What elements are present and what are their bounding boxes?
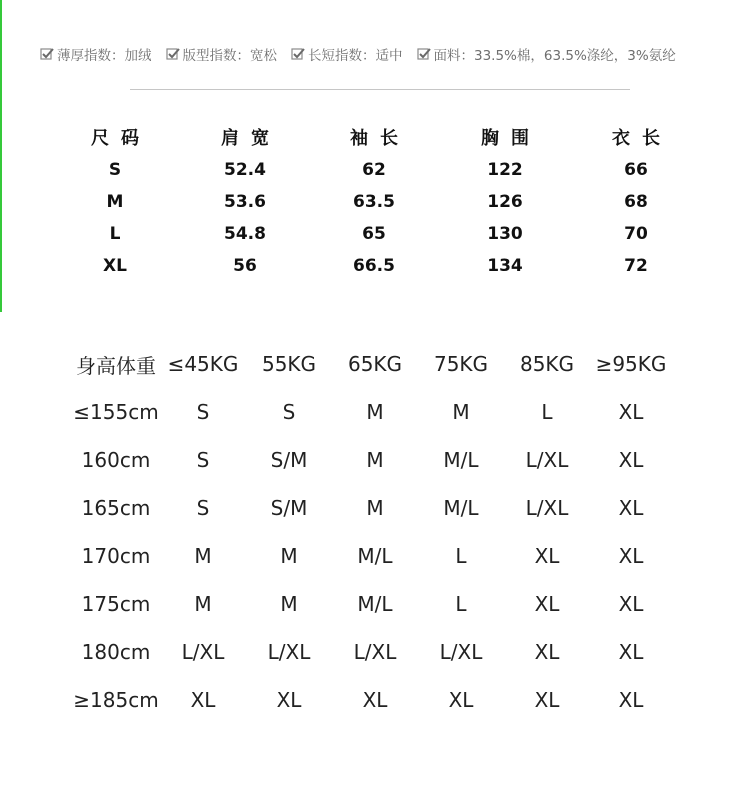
table-cell: XL	[618, 496, 644, 520]
size-measurement-table	[50, 120, 700, 282]
check-icon	[291, 47, 305, 61]
table-cell: M	[366, 400, 384, 424]
table-cell: M	[194, 544, 212, 568]
table-row	[72, 628, 672, 676]
table-row	[72, 580, 672, 628]
table-cell: 68	[624, 192, 648, 212]
attribute-label: 薄厚指数：加绒	[57, 48, 152, 64]
table-cell: S	[196, 400, 210, 424]
table-cell: XL	[618, 688, 644, 712]
table-cell: L/XL	[439, 640, 483, 664]
check-icon	[166, 47, 180, 61]
table-cell: L/XL	[267, 640, 311, 664]
table-cell: L	[455, 592, 467, 616]
attribute-label: 长短指数：适中	[308, 48, 403, 64]
table-cell: S/M	[270, 496, 308, 520]
table-cell: XL	[618, 592, 644, 616]
table-cell: XL	[534, 640, 560, 664]
table-cell: 66.5	[353, 256, 395, 276]
table-row	[72, 676, 672, 724]
attribute-thickness	[40, 44, 152, 64]
table-cell: 52.4	[224, 160, 266, 180]
table-row	[72, 388, 672, 436]
attribute-label: 版型指数：宽松	[182, 48, 277, 64]
table-cell: 122	[487, 160, 523, 180]
table-row	[50, 154, 700, 186]
attribute-label: 面料：33.5%棉，63.5%涤纶，3%氨纶	[433, 48, 676, 64]
table-cell: M/L	[443, 496, 479, 520]
table-cell: M/L	[357, 544, 393, 568]
table-cell: 160cm	[81, 448, 151, 472]
table-cell: M	[194, 592, 212, 616]
header-cell: 55KG	[261, 352, 317, 376]
table-cell: L	[109, 224, 121, 244]
table-cell: XL	[534, 592, 560, 616]
table-row	[50, 250, 700, 282]
table-cell: 54.8	[224, 224, 266, 244]
header-cell: ≤45KG	[167, 352, 239, 376]
attribute-fabric	[417, 44, 676, 64]
table-cell: 126	[487, 192, 523, 212]
table-header-row	[72, 340, 672, 388]
table-cell: 66	[624, 160, 648, 180]
table-row	[50, 186, 700, 218]
fabric-attributes	[40, 44, 730, 64]
table-cell: M	[106, 192, 124, 212]
table-cell: XL	[618, 640, 644, 664]
table-row	[72, 484, 672, 532]
attribute-fit	[166, 44, 278, 64]
table-cell: M	[280, 592, 298, 616]
table-cell: L	[455, 544, 467, 568]
header-cell: 袖长	[350, 128, 410, 149]
table-cell: 63.5	[353, 192, 395, 212]
table-cell: L/XL	[181, 640, 225, 664]
table-cell: 65	[362, 224, 386, 244]
table-cell: L/XL	[525, 496, 569, 520]
table-cell: 53.6	[224, 192, 266, 212]
table-cell: XL	[618, 448, 644, 472]
header-cell: 肩宽	[221, 128, 281, 149]
table-cell: XL	[362, 688, 388, 712]
check-icon	[40, 47, 54, 61]
table-row	[72, 436, 672, 484]
table-cell: S	[108, 160, 122, 180]
table-cell: 180cm	[81, 640, 151, 664]
table-cell: L	[541, 400, 553, 424]
table-cell: XL	[534, 544, 560, 568]
header-cell: 75KG	[433, 352, 489, 376]
header-cell: 衣长	[612, 128, 672, 149]
table-cell: L/XL	[525, 448, 569, 472]
accent-bar	[0, 0, 2, 312]
table-cell: XL	[190, 688, 216, 712]
header-cell: 胸围	[481, 128, 541, 149]
table-cell: S/M	[270, 448, 308, 472]
table-row	[50, 218, 700, 250]
table-cell: XL	[618, 544, 644, 568]
table-cell: M	[280, 544, 298, 568]
table-cell: 165cm	[81, 496, 151, 520]
table-cell: ≥185cm	[73, 688, 159, 712]
header-cell: 身高体重	[76, 353, 156, 378]
table-cell: XL	[534, 688, 560, 712]
header-cell: 尺码	[91, 128, 151, 149]
table-cell: M	[452, 400, 470, 424]
table-cell: XL	[103, 256, 127, 276]
header-cell: 85KG	[519, 352, 575, 376]
table-cell: 72	[624, 256, 648, 276]
table-cell: M/L	[357, 592, 393, 616]
header-cell: 65KG	[347, 352, 403, 376]
table-cell: 130	[487, 224, 523, 244]
table-cell: L/XL	[353, 640, 397, 664]
table-cell: 70	[624, 224, 648, 244]
table-cell: M/L	[443, 448, 479, 472]
table-cell: 175cm	[81, 592, 151, 616]
table-cell: 56	[233, 256, 257, 276]
check-icon	[417, 47, 431, 61]
table-cell: M	[366, 448, 384, 472]
header-cell: ≥95KG	[595, 352, 667, 376]
table-cell: 134	[487, 256, 523, 276]
table-cell: XL	[276, 688, 302, 712]
table-cell: M	[366, 496, 384, 520]
table-header-row	[50, 120, 700, 154]
attribute-length	[291, 44, 403, 64]
table-cell: 62	[362, 160, 386, 180]
table-cell: S	[282, 400, 296, 424]
table-cell: XL	[448, 688, 474, 712]
table-cell: ≤155cm	[73, 400, 159, 424]
table-cell: XL	[618, 400, 644, 424]
divider	[130, 89, 630, 90]
table-cell: S	[196, 496, 210, 520]
table-cell: S	[196, 448, 210, 472]
table-cell: 170cm	[81, 544, 151, 568]
table-row	[72, 532, 672, 580]
height-weight-fit-table	[72, 340, 672, 724]
